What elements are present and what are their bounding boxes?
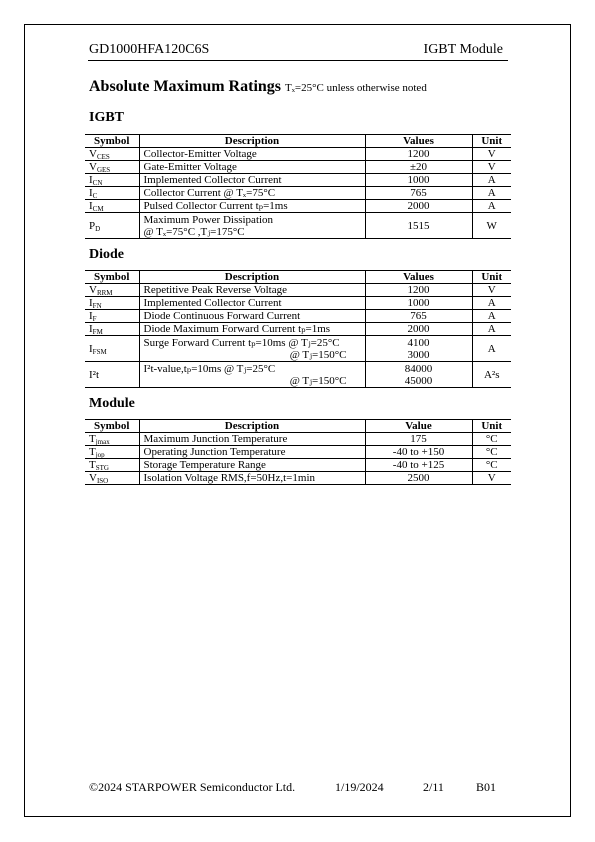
table-row [85, 362, 511, 388]
description-cell [139, 187, 365, 200]
value-line: 4100 [407, 336, 430, 349]
unit-cell: V [472, 148, 511, 161]
unit-cell: V [472, 284, 511, 297]
value-line: 2000 [407, 323, 430, 335]
value-cell [365, 297, 472, 310]
symbol-letter: P [89, 219, 96, 232]
symbol-cell [85, 200, 139, 213]
column-header: Symbol [85, 271, 139, 284]
diode-heading: Diode [89, 247, 124, 262]
footer-copyright: ©2024 STARPOWER Semiconductor Ltd. [89, 780, 296, 794]
value-line: 765 [410, 187, 427, 199]
description-cell [139, 174, 365, 187]
column-header: Unit [472, 420, 511, 433]
column-header: Value [365, 420, 472, 433]
symbol-subscript: CM [92, 205, 104, 213]
symbol-cell [85, 362, 139, 388]
symbol-cell [85, 161, 139, 174]
symbol-subscript: STG [95, 464, 109, 472]
symbol-cell [85, 297, 139, 310]
symbol-subscript: CES [96, 153, 110, 161]
value-cell [365, 362, 472, 388]
igbt-table [85, 134, 511, 239]
symbol-cell [85, 310, 139, 323]
footer-date: 1/19/2024 [335, 780, 384, 794]
unit-cell: W [472, 213, 511, 239]
symbol-subscript: C [92, 192, 98, 200]
description-line: Collector Current @ Tₓ=75°C [143, 187, 276, 199]
page-title [89, 78, 427, 96]
symbol-subscript: jmax [95, 438, 110, 446]
table-row [85, 310, 511, 323]
symbol-cell [85, 472, 139, 485]
symbol-cell [85, 148, 139, 161]
description-line: Repetitive Peak Reverse Voltage [143, 284, 287, 296]
description-cell [139, 472, 365, 485]
value-cell [365, 213, 472, 239]
table-row [85, 323, 511, 336]
symbol-subscript: F [92, 315, 97, 323]
value-line: ±20 [409, 161, 428, 173]
part-number: GD1000HFA120C6S [89, 42, 210, 57]
unit-cell: A [472, 297, 511, 310]
symbol-subscript: jop [95, 451, 105, 459]
table-header-row [85, 135, 511, 148]
unit-cell: V [472, 472, 511, 485]
module-heading: Module [89, 396, 135, 411]
value-cell [365, 161, 472, 174]
unit-cell: °C [472, 459, 511, 472]
table-row [85, 433, 511, 446]
value-line: 1000 [407, 174, 430, 186]
unit-cell: A²s [472, 362, 511, 388]
description-line: Implemented Collector Current [143, 297, 282, 309]
description-line: Maximum Power Dissipation [143, 213, 274, 226]
title-condition: Tₓ=25°C unless otherwise noted [285, 82, 427, 94]
description-line: I²t-value,tₚ=10ms @ Tⱼ=25°C [143, 362, 276, 375]
description-cell [139, 446, 365, 459]
symbol-cell [85, 336, 139, 362]
igbt-heading: IGBT [89, 110, 125, 125]
column-header: Values [365, 271, 472, 284]
symbol-subscript: RRM [96, 289, 113, 297]
description-line: Diode Continuous Forward Current [143, 310, 301, 322]
symbol-letter: V [89, 148, 97, 160]
value-line: 2000 [407, 200, 430, 212]
table-row [85, 297, 511, 310]
description-line: Maximum Junction Temperature [143, 433, 288, 445]
value-cell [365, 187, 472, 200]
symbol-cell [85, 187, 139, 200]
column-header: Description [139, 420, 365, 433]
table-row [85, 472, 511, 485]
value-line: 2500 [407, 472, 430, 484]
unit-cell: A [472, 323, 511, 336]
column-header: Unit [472, 271, 511, 284]
unit-cell: A [472, 336, 511, 362]
table-row [85, 148, 511, 161]
unit-cell: A [472, 310, 511, 323]
table-row [85, 174, 511, 187]
column-header: Values [365, 135, 472, 148]
symbol-letter: T [89, 459, 96, 471]
symbol-letter: V [89, 284, 97, 296]
symbol-subscript: GES [96, 166, 111, 174]
description-cell [139, 148, 365, 161]
description-line: Pulsed Collector Current tₚ=1ms [143, 200, 288, 212]
value-cell [365, 336, 472, 362]
unit-cell: °C [472, 446, 511, 459]
symbol-letter: I²t [89, 368, 100, 381]
symbol-letter: I [89, 187, 93, 199]
column-header: Unit [472, 135, 511, 148]
symbol-cell [85, 213, 139, 239]
symbol-cell [85, 174, 139, 187]
value-cell [365, 148, 472, 161]
value-cell [365, 200, 472, 213]
unit-cell: A [472, 200, 511, 213]
description-line-2: @ Tₓ=75°C ,Tⱼ=175°C [143, 225, 245, 238]
symbol-subscript: FM [92, 328, 103, 336]
description-line: Operating Junction Temperature [143, 446, 286, 458]
value-cell [365, 446, 472, 459]
symbol-cell [85, 284, 139, 297]
description-line: Implemented Collector Current [143, 174, 282, 186]
table-row [85, 446, 511, 459]
value-cell [365, 174, 472, 187]
value-cell [365, 284, 472, 297]
symbol-letter: I [89, 174, 93, 186]
table-row [85, 336, 511, 362]
symbol-letter: I [89, 297, 93, 309]
symbol-subscript: FN [92, 302, 102, 310]
symbol-letter: I [89, 310, 93, 322]
value-line: 84000 [404, 362, 433, 375]
footer-revision: B01 [476, 780, 497, 794]
value-line: 765 [410, 310, 427, 322]
diode-table [85, 270, 511, 388]
description-cell [139, 284, 365, 297]
description-line-2: @ Tⱼ=150°C [289, 348, 347, 361]
value-line: -40 to +125 [392, 459, 445, 471]
symbol-letter: I [89, 200, 93, 212]
value-cell [365, 310, 472, 323]
symbol-cell [85, 459, 139, 472]
symbol-letter: I [89, 323, 93, 335]
value-line: 1000 [407, 297, 430, 309]
symbol-letter: T [89, 433, 96, 445]
value-line: -40 to +150 [392, 446, 445, 458]
description-line: Surge Forward Current tₚ=10ms @ Tⱼ=25°C [143, 336, 340, 349]
description-cell [139, 297, 365, 310]
description-cell [139, 213, 365, 239]
description-cell [139, 161, 365, 174]
unit-cell: °C [472, 433, 511, 446]
module-table [85, 419, 511, 485]
table-header-row [85, 420, 511, 433]
symbol-cell [85, 323, 139, 336]
symbol-subscript: CN [92, 179, 103, 187]
symbol-letter: V [89, 161, 97, 173]
description-line: Isolation Voltage RMS,f=50Hz,t=1min [143, 472, 315, 484]
symbol-cell [85, 446, 139, 459]
value-line: 175 [410, 433, 427, 445]
column-header: Description [139, 135, 365, 148]
description-cell [139, 323, 365, 336]
unit-cell: V [472, 161, 511, 174]
value-line: 1200 [407, 284, 430, 296]
description-line: Diode Maximum Forward Current tₚ=1ms [143, 323, 331, 335]
product-type: IGBT Module [423, 42, 503, 57]
description-line: Storage Temperature Range [143, 459, 266, 471]
title-main: Absolute Maximum Ratings [89, 78, 282, 95]
unit-cell: A [472, 174, 511, 187]
value-cell [365, 433, 472, 446]
table-row [85, 213, 511, 239]
symbol-subscript: ISO [96, 477, 109, 485]
value-line-2: 3000 [407, 348, 430, 361]
description-line: Gate-Emitter Voltage [143, 161, 237, 173]
table-row [85, 161, 511, 174]
table-row [85, 200, 511, 213]
description-line-2: @ Tⱼ=150°C [289, 374, 347, 387]
symbol-cell [85, 433, 139, 446]
table-header-row [85, 271, 511, 284]
value-line: 1515 [407, 219, 430, 232]
description-cell [139, 362, 365, 388]
table-row [85, 459, 511, 472]
description-cell [139, 200, 365, 213]
symbol-letter: T [89, 446, 96, 458]
symbol-letter: I [89, 342, 93, 355]
column-header: Symbol [85, 135, 139, 148]
table-row [85, 284, 511, 297]
symbol-subscript: D [95, 224, 101, 233]
description-cell [139, 310, 365, 323]
value-cell [365, 323, 472, 336]
unit-cell: A [472, 187, 511, 200]
description-line: Collector-Emitter Voltage [143, 148, 257, 160]
table-row [85, 187, 511, 200]
column-header: Symbol [85, 420, 139, 433]
value-line-2: 45000 [404, 374, 433, 387]
symbol-letter: V [89, 472, 97, 484]
column-header: Description [139, 271, 365, 284]
description-cell [139, 433, 365, 446]
header-rule [88, 60, 508, 61]
value-cell [365, 472, 472, 485]
value-line: 1200 [407, 148, 430, 160]
value-cell [365, 459, 472, 472]
description-cell [139, 459, 365, 472]
description-cell [139, 336, 365, 362]
symbol-subscript: FSM [92, 347, 107, 356]
footer-page: 2/11 [423, 780, 444, 794]
